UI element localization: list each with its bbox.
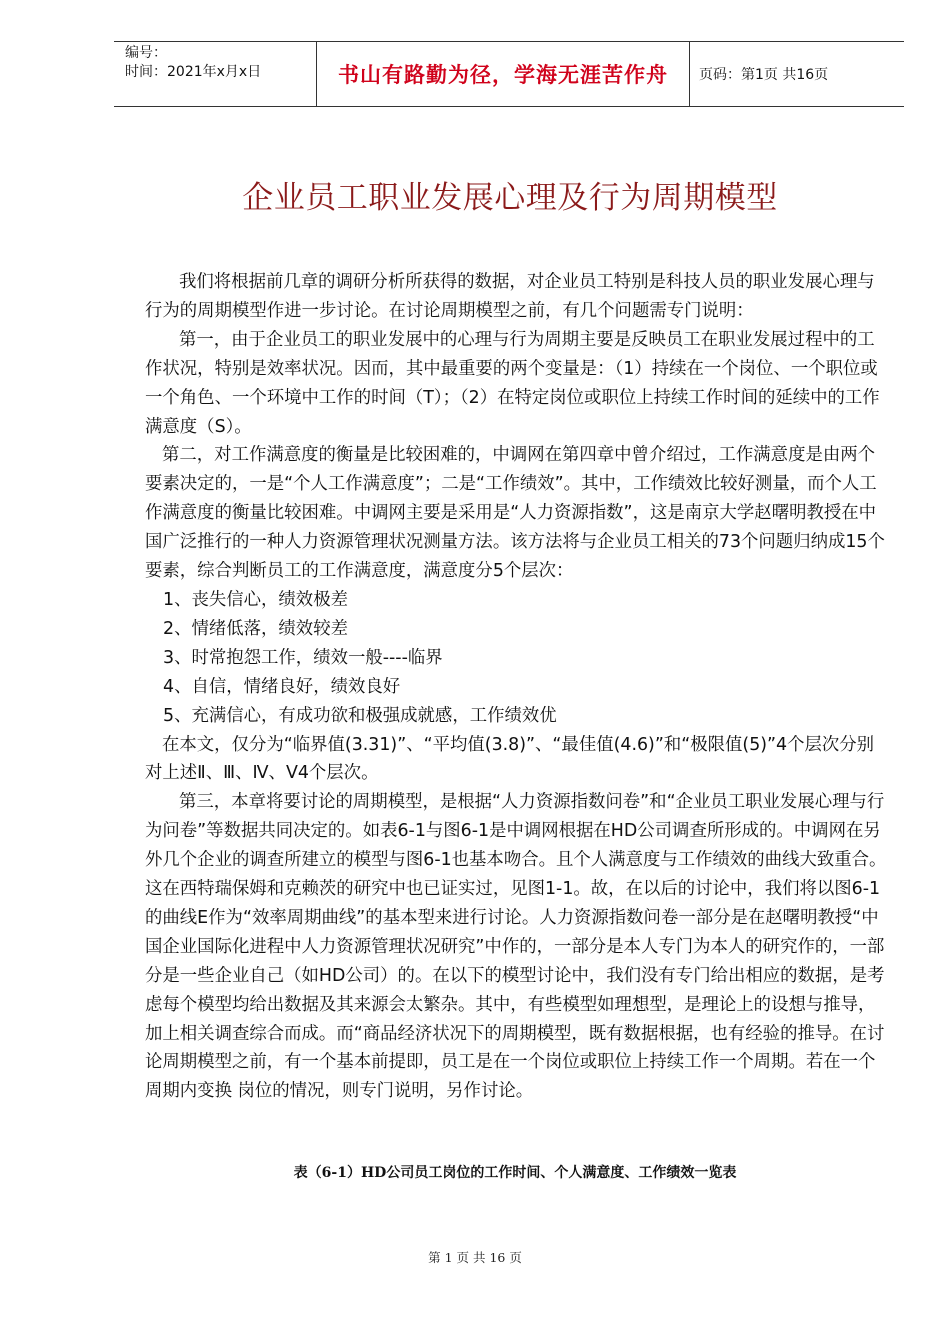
- document-body: [145, 268, 890, 1106]
- document-title: 企业员工职业发展心理及行为周期模型: [242, 180, 778, 216]
- level-item: 3、时常抱怨工作，绩效一般----临界: [163, 647, 443, 668]
- level-item: 1、丧失信心，绩效极差: [163, 589, 348, 610]
- level-item: 2、情绪低落，绩效较差: [163, 618, 348, 639]
- page-footer: 第 1 页 共 16 页: [428, 1250, 522, 1265]
- document-time-label: 时间：2021年x月x日: [125, 64, 262, 80]
- table-caption-text: HD公司员工岗位的工作时间、个人满意度、工作绩效一览表: [360, 1165, 737, 1181]
- header-motto: 书山有路勤为径，学海无涯苦作舟: [316, 42, 690, 106]
- paragraph-intro: 我们将根据前几章的调研分析所获得的数据，对企业员工特别是科技人员的职业发展心理与行为的周期模型作进一步讨论。在讨论周期模型之前，有几个问题需专门说明：: [145, 272, 875, 321]
- table-caption: [0, 1162, 950, 1182]
- page-header: [114, 41, 904, 107]
- paragraph-first-point: 第一，由于企业员工的职业发展中的心理与行为周期主要是反映员工在职业发展过程中的工作状况，特别是效率状况。因而，其中最重要的两个变量是：（1）持续在一个岗位、一个职位或一个角色、一个环境中工作的时间（T）；（2）在特定岗位或职位上持续工作时间的延续中的工作满意度（S）。: [145, 329, 880, 437]
- header-left-cell: [114, 42, 316, 106]
- paragraph-levels-note: 在本文，仅分为“临界值(3.31)”、“平均值(3.8)”、“最佳值(4.6)”和“极限值(5)”4个层次分别对上述Ⅱ、Ⅲ、Ⅳ、Ⅴ4个层次。: [145, 734, 875, 784]
- paragraph-second-point: 第二，对工作满意度的衡量是比较困难的，中调网在第四章中曾介绍过，工作满意度是由两个要素决定的，一是“个人工作满意度”；二是“工作绩效”。其中，工作绩效比较好测量，而个人工作满意度的衡量比较困难。中调网主要是采用是“人力资源指数”，这是南京大学赵曙明教授在中国广泛推行的一种人力资源管理状况测量方法。该方法将与企业员工相关的73个问题归纳成15个要素，综合判断员工的工作满意度，满意度分5个层次：: [145, 445, 885, 582]
- document-number-label: 编号：: [125, 45, 167, 61]
- table-caption-number: 表（6-1）: [293, 1165, 361, 1181]
- paragraph-third-point: 第三，本章将要讨论的周期模型，是根据“人力资源指数问卷”和“企业员工职业发展心理与行为问卷”等数据共同决定的。如表6-1与图6-1是中调网根据在HD公司调查所形成的。中调网在另外几个企业的调查所建立的模型与图6-1也基本吻合。且个人满意度与工作绩效的曲线大致重合。这在西特瑞保姆和克赖茨的研究中也已证实过，见图1-1。故，在以后的讨论中，我们将以图6-1的曲线E作为“效率周期曲线”的基本型来进行讨论。人力资源指数问卷一部分是在赵曙明教授“中国企业国际化进程中人力资源管理状况研究”中作的，一部分是本人专门为本人的研究作的，一部分是一些企业自己（如HD公司）的。在以下的模型讨论中，我们没有专门给出相应的数据，是考虑每个模型均给出数据及其来源会太繁杂。其中，有些模型如理想型，是理论上的设想与推导，加上相关调查综合而成。而“商品经济状况下的周期模型，既有数据根据，也有经验的推导。在讨论周期模型之前，有一个基本前提即，员工是在一个岗位或职位上持续工作一个周期。若在一个周期内变换 岗位的情况，则专门说明，另作讨论。: [145, 792, 887, 1102]
- header-page-info: 页码：第1页 共16页: [699, 67, 829, 83]
- level-item: 5、充满信心，有成功欲和极强成就感，工作绩效优: [163, 705, 557, 726]
- level-item: 4、自信，情绪良好，绩效良好: [163, 676, 401, 697]
